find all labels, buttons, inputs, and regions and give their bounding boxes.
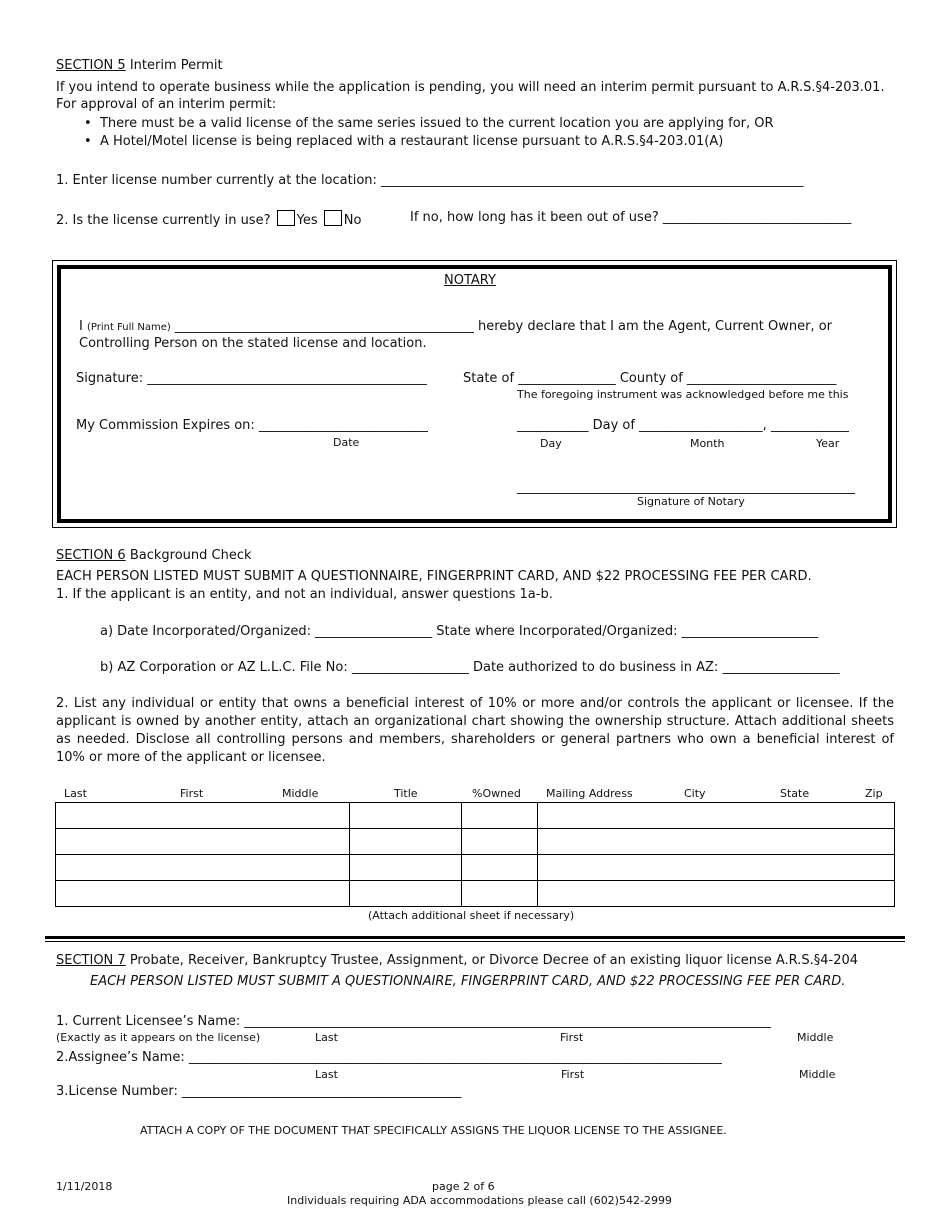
attach-document-notice: ATTACH A COPY OF THE DOCUMENT THAT SPECIFICALLY ASSIGNS THE LIQUOR LICENSE TO THE ASSIGNEE. <box>140 1124 727 1137</box>
section5-bullet-1: • There must be a valid license of the same series issued to the current location you are applying for, OR <box>84 116 774 131</box>
acknowledged-day-field[interactable]: ___________ Day of ___________________, ____________ <box>517 418 849 433</box>
section5-intro-line2: For approval of an interim permit: <box>56 97 277 112</box>
title-cell[interactable] <box>350 829 462 855</box>
owned-cell[interactable] <box>462 803 538 829</box>
col-mailing-address: Mailing Address <box>546 787 633 800</box>
name-cell[interactable] <box>56 881 350 907</box>
col-first: First <box>180 787 204 800</box>
owned-cell[interactable] <box>462 881 538 907</box>
table-row <box>56 855 895 881</box>
notary-signature-label: Signature of Notary <box>637 495 745 508</box>
section6-question1: 1. If the applicant is an entity, and not an individual, answer questions 1a-b. <box>56 587 553 602</box>
col-zip: Zip <box>865 787 883 800</box>
ownership-table <box>55 802 895 907</box>
az-file-number-field[interactable]: b) AZ Corporation or AZ L.L.C. File No: __________________ Date authorized to do business in AZ: __________________ <box>100 660 840 675</box>
col-middle: Middle <box>282 787 319 800</box>
assignee-last-label: Last <box>315 1068 338 1081</box>
section-divider-thin <box>45 941 905 942</box>
title-cell[interactable] <box>350 881 462 907</box>
licensee-last-label: Last <box>315 1031 338 1044</box>
date-incorporated-field[interactable]: a) Date Incorporated/Organized: __________________ State where Incorporated/Organized: _____________________ <box>100 624 819 639</box>
notary-declaration-line2: Controlling Person on the stated license and location. <box>79 336 427 351</box>
exactly-as-license-note: (Exactly as it appears on the license) <box>56 1031 261 1044</box>
title-cell[interactable] <box>350 803 462 829</box>
assignee-middle-label: Middle <box>799 1068 836 1081</box>
month-label: Month <box>690 437 725 450</box>
owned-cell[interactable] <box>462 855 538 881</box>
section6-caps-notice: EACH PERSON LISTED MUST SUBMIT A QUESTIONNAIRE, FINGERPRINT CARD, AND $22 PROCESSING FEE PER CARD. <box>56 569 812 584</box>
date-label: Date <box>333 436 360 449</box>
section7-caps-notice: EACH PERSON LISTED MUST SUBMIT A QUESTIONNAIRE, FINGERPRINT CARD, AND $22 PROCESSING FEE PER CARD. <box>90 974 846 989</box>
section6-question2: 2. List any individual or entity that owns a beneficial interest of 10% or more and/or controls the applicant or licensee. If the applicant is owned by another entity, attach an organizational chart showing the ownership structure. Attach additional sheets as needed. Disclose all controlling persons and members, shareholders or general partners who own a beneficial interest of 10% or more of the applicant or licensee. <box>56 696 894 765</box>
section7-heading: SECTION 7 Probate, Receiver, Bankruptcy Trustee, Assignment, or Divorce Decree of an existing liquor license A.R.S.§4-204 <box>56 953 859 968</box>
day-label: Day <box>540 437 562 450</box>
assignee-name-field[interactable]: 2.Assignee’s Name: __________________________________________________________________________________ <box>56 1050 722 1065</box>
col-state: State <box>780 787 810 800</box>
col-city: City <box>684 787 706 800</box>
table-row <box>56 829 895 855</box>
name-cell[interactable] <box>56 855 350 881</box>
bullet-icon: • <box>84 116 92 131</box>
table-row <box>56 881 895 907</box>
license-number-field-2[interactable]: 3.License Number: ___________________________________________ <box>56 1084 462 1099</box>
assignee-first-label: First <box>561 1068 585 1081</box>
section5-intro-line1: If you intend to operate business while the application is pending, you will need an interim permit pursuant to A.R.S.§4-203.01. <box>56 80 885 95</box>
address-cell[interactable] <box>538 803 895 829</box>
owned-cell[interactable] <box>462 829 538 855</box>
footer-date: 1/11/2018 <box>56 1180 113 1193</box>
attach-sheet-note: (Attach additional sheet if necessary) <box>368 909 575 922</box>
col-last: Last <box>64 787 87 800</box>
section5-heading: SECTION 5 Interim Permit <box>56 58 223 73</box>
section5-bullet-2: • A Hotel/Motel license is being replaced with a restaurant license pursuant to A.R.S.§4-203.01(A) <box>84 134 724 149</box>
licensee-first-label: First <box>560 1031 584 1044</box>
notary-declaration-line1[interactable]: I (Print Full Name) ______________________________________________ hereby declare that I am the Agent, Current Owner, or <box>79 319 832 334</box>
yes-checkbox[interactable] <box>277 210 295 226</box>
foregoing-instrument-text: The foregoing instrument was acknowledged before me this <box>517 388 849 401</box>
license-in-use-question: 2. Is the license currently in use? Yes No <box>56 210 361 228</box>
notary-title: NOTARY <box>444 273 496 288</box>
license-number-field[interactable]: 1. Enter license number currently at the location: _________________________________________________________________ <box>56 173 804 188</box>
name-cell[interactable] <box>56 829 350 855</box>
licensee-middle-label: Middle <box>797 1031 834 1044</box>
notary-signature-line[interactable]: ____________________________________________________ <box>517 480 855 495</box>
address-cell[interactable] <box>538 855 895 881</box>
col-owned: %Owned <box>472 787 521 800</box>
commission-expires-field[interactable]: My Commission Expires on: __________________________ <box>76 418 428 433</box>
notary-signature-field[interactable]: Signature: ___________________________________________ <box>76 371 427 386</box>
address-cell[interactable] <box>538 829 895 855</box>
name-cell[interactable] <box>56 803 350 829</box>
footer-ada-note: Individuals requiring ADA accommodations please call (602)542-2999 <box>287 1194 672 1207</box>
section-divider-thick <box>45 936 905 939</box>
address-cell[interactable] <box>538 881 895 907</box>
current-licensee-field[interactable]: 1. Current Licensee’s Name: _________________________________________________________________________________ <box>56 1014 771 1029</box>
footer-page-number: page 2 of 6 <box>432 1180 495 1193</box>
section6-heading: SECTION 6 Background Check <box>56 548 252 563</box>
col-title: Title <box>394 787 418 800</box>
table-row <box>56 803 895 829</box>
state-county-field[interactable]: State of _______________ County of _______________________ <box>463 371 837 386</box>
title-cell[interactable] <box>350 855 462 881</box>
out-of-use-field[interactable]: If no, how long has it been out of use? _____________________________ <box>410 210 852 225</box>
no-checkbox[interactable] <box>324 210 342 226</box>
bullet-icon: • <box>84 134 92 149</box>
year-label: Year <box>816 437 840 450</box>
